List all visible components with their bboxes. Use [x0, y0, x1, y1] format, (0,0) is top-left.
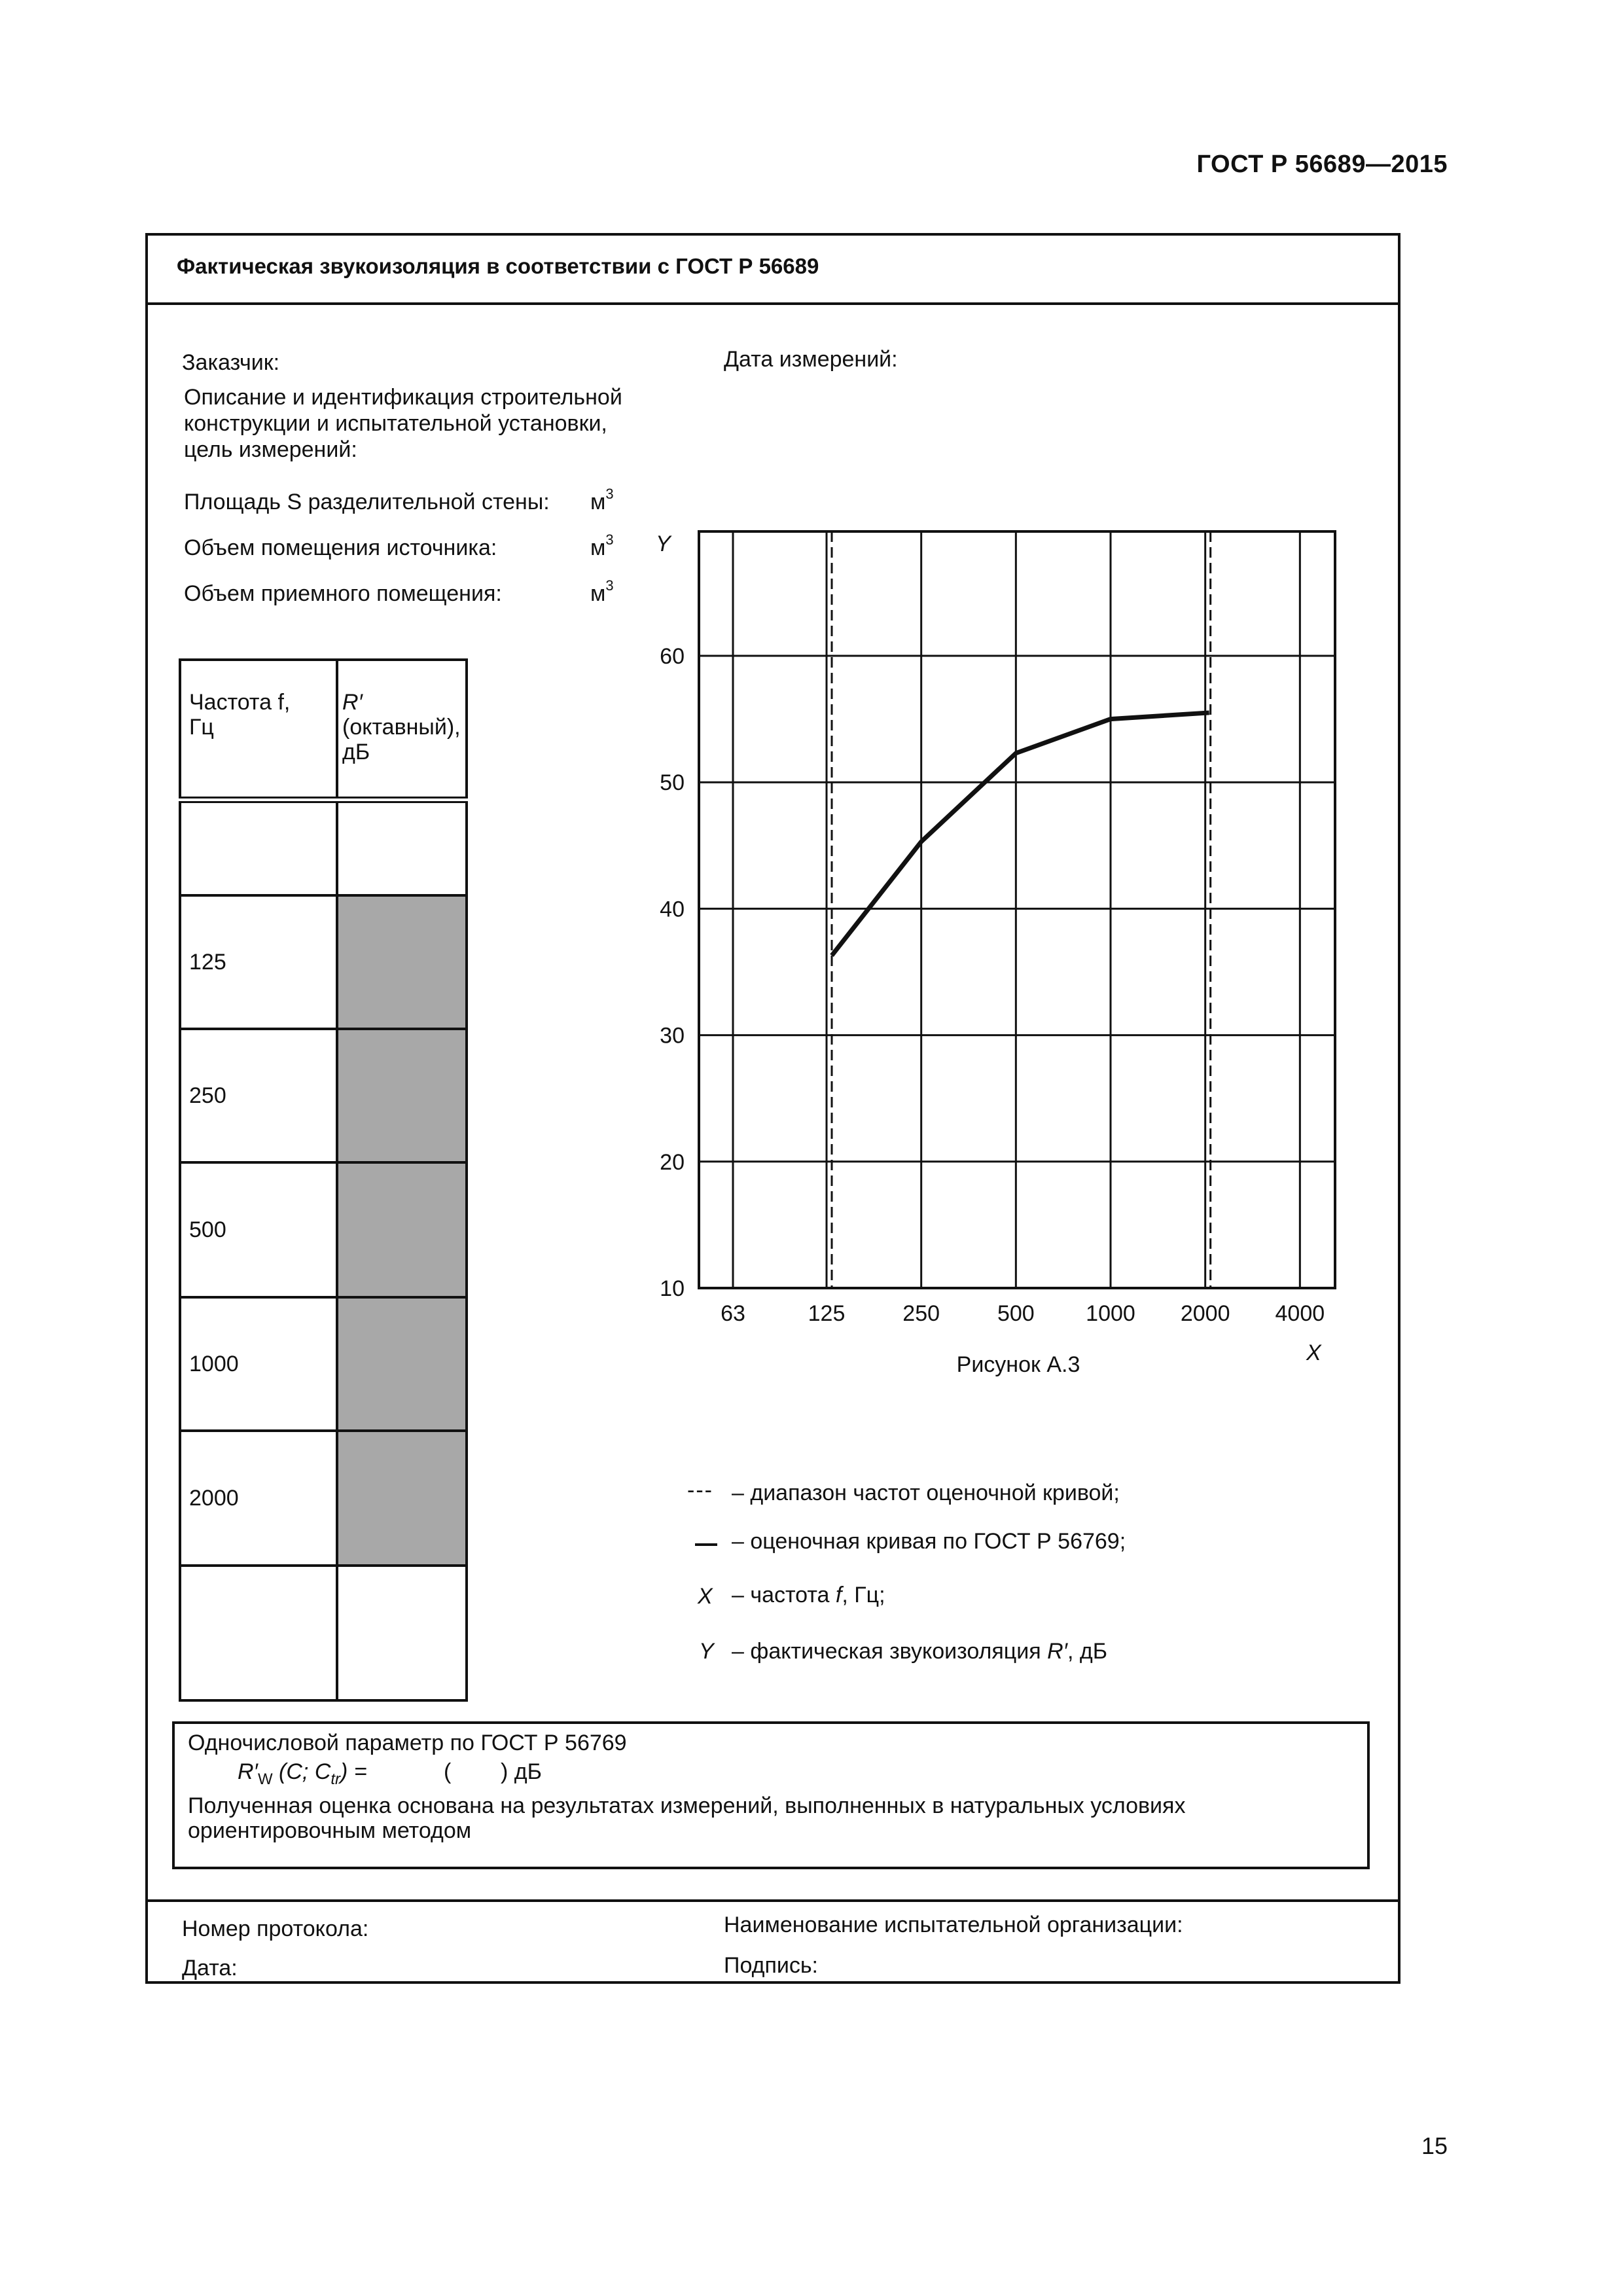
figure-caption: Рисунок А.3: [956, 1352, 1080, 1377]
divider-footer: [145, 1899, 1400, 1902]
legend-x-text: – частота f, Гц;: [732, 1583, 885, 1607]
standard-number: ГОСТ Р 56689—2015: [1196, 151, 1448, 178]
frequency-cell: 2000: [180, 1431, 337, 1566]
y-axis-label: Y: [656, 531, 671, 556]
single-number-note-2: ориентировочным методом: [188, 1818, 472, 1843]
y-tick-label: 30: [660, 1023, 685, 1049]
insulation-header-line-3: дБ: [342, 740, 370, 764]
description-line-3: цель измерений:: [184, 437, 357, 462]
legend-solid-symbol: [695, 1543, 717, 1546]
frequency-cell: 500: [180, 1162, 337, 1297]
x-tick-label: 500: [997, 1301, 1035, 1326]
description-line-1: Описание и идентификация строительной: [184, 385, 622, 410]
rating-curve: [832, 713, 1209, 956]
x-tick-label: 2000: [1180, 1301, 1230, 1326]
legend-dash-symbol: ---: [687, 1478, 713, 1503]
x-tick-label: 1000: [1086, 1301, 1135, 1326]
footer-date-label: Дата:: [182, 1956, 238, 1981]
measurement-date-label: Дата измерений:: [724, 347, 898, 372]
legend-y-symbol: Y: [699, 1639, 714, 1664]
y-tick-label: 40: [660, 897, 685, 922]
area-label: Площадь S разделительной стены:: [184, 490, 550, 514]
frequency-header-line-2: Гц: [189, 715, 214, 740]
source-volume-unit: $м^3$: [590, 531, 614, 560]
description-line-2: конструкции и испытательной установки,: [184, 411, 607, 436]
x-tick-label: 125: [808, 1301, 846, 1326]
receiving-volume-unit: $м^3$: [590, 577, 614, 606]
x-tick-label: 63: [721, 1301, 745, 1326]
y-tick-label: 10: [660, 1276, 685, 1301]
form-title: Фактическая звукоизоляция в соответствии с ГОСТ Р 56689: [177, 254, 819, 278]
x-tick-label: 4000: [1275, 1301, 1325, 1326]
frequency-header-line-1: Частота f,: [189, 690, 291, 715]
formula-close-db: ) дБ: [501, 1759, 542, 1784]
y-tick-label: 60: [660, 644, 685, 669]
organization-label: Наименование испытательной организации:: [724, 1912, 1183, 1937]
value-cell[interactable]: [337, 1566, 467, 1700]
frequency-cell: 1000: [180, 1297, 337, 1431]
single-number-title: Одночисловой параметр по ГОСТ Р 56769: [188, 1731, 627, 1755]
frequency-cell: 250: [180, 1029, 337, 1162]
legend-solid-text: – оценочная кривая по ГОСТ Р 56769;: [732, 1529, 1126, 1554]
x-axis-label: X: [1306, 1340, 1321, 1365]
customer-label: Заказчик:: [182, 350, 280, 375]
legend-dash-text: – диапазон частот оценочной кривой;: [732, 1480, 1120, 1505]
single-number-note-1: Полученная оценка основана на результатах измерений, выполненных в натуральных условиях: [188, 1793, 1186, 1818]
x-tick-label: 250: [902, 1301, 940, 1326]
y-tick-label: 20: [660, 1149, 685, 1175]
legend-x-symbol: X: [698, 1584, 713, 1609]
chart-frame: [699, 531, 1335, 1288]
receiving-volume-label: Объем приемного помещения:: [184, 581, 502, 606]
frequency-cell: [180, 1566, 337, 1700]
insulation-header-line-1: R′: [342, 690, 363, 715]
y-tick-label: 50: [660, 770, 685, 796]
protocol-number-label: Номер протокола:: [182, 1916, 369, 1941]
shaded-value-cell: [337, 1431, 467, 1566]
legend-y-text: – фактическая звукоизоляция R′, дБ: [732, 1639, 1108, 1664]
single-number-formula: $R'_W$ (C; $C_{tr}$) =: [238, 1759, 367, 1788]
source-volume-label: Объем помещения источника:: [184, 535, 497, 560]
area-unit: $м^3$: [590, 486, 614, 514]
page-number: 15: [1421, 2132, 1448, 2159]
insulation-header-line-2: (октавный),: [342, 715, 461, 740]
formula-open-paren: (: [444, 1759, 452, 1784]
frequency-cell: 125: [180, 895, 337, 1029]
table-row: [180, 1431, 467, 1566]
signature-label: Подпись:: [724, 1953, 819, 1978]
table-row: [180, 1566, 467, 1700]
